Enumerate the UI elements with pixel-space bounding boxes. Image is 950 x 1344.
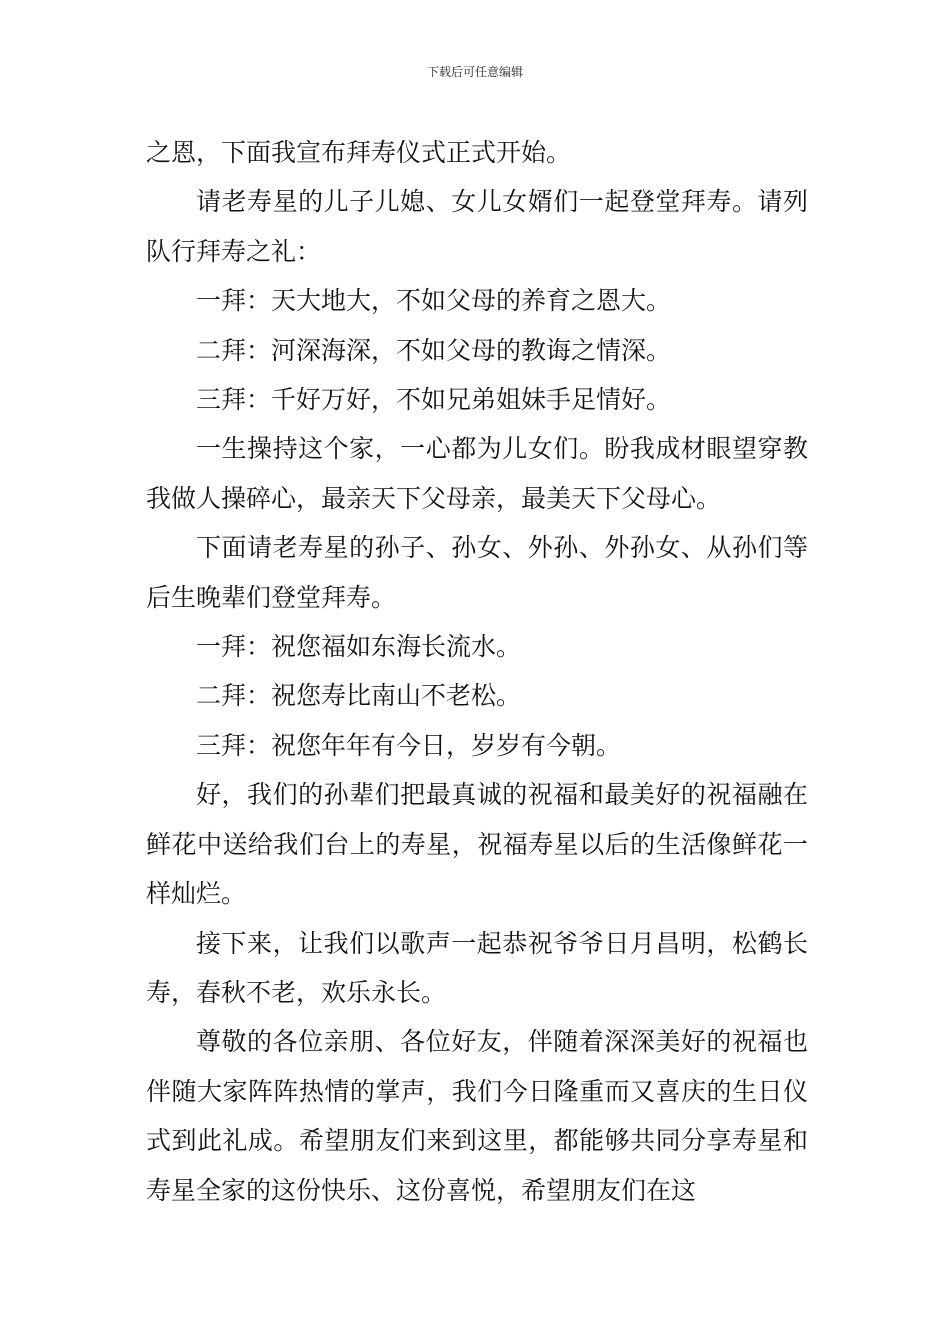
paragraph: 二拜：河深海深，不如父母的教诲之情深。 xyxy=(196,335,672,365)
paragraph: 接下来，让我们以歌声一起恭祝爷爷日月昌明，松鹤长寿，春秋不老，欢乐永长。 xyxy=(146,928,808,1007)
paragraph: 尊敬的各位亲朋、各位好友，伴随着深深美好的祝福也伴随大家阵阵热情的掌声，我们今日隆重而又喜庆的生日仪式到此礼成。希望朋友们来到这里，都能够共同分享寿星和寿星全家的这份快乐、这份喜悦，希望朋友们在这 xyxy=(146,1027,808,1205)
paragraph: 请老寿星的儿子儿媳、女儿女婿们一起登堂拜寿。请列队行拜寿之礼： xyxy=(146,187,808,266)
paragraph: 一拜：天大地大，不如父母的养育之恩大。 xyxy=(196,286,672,316)
paragraph: 三拜：祝您年年有今日，岁岁有今朝。 xyxy=(196,730,622,760)
paragraph: 下面请老寿星的孙子、孙女、外孙、外孙女、从孙们等后生晚辈们登堂拜寿。 xyxy=(146,533,808,612)
page-header: 下载后可任意编辑 xyxy=(426,65,523,79)
paragraph: 二拜：祝您寿比南山不老松。 xyxy=(196,681,522,711)
paragraph: 一拜：祝您福如东海长流水。 xyxy=(196,632,522,662)
paragraph: 好，我们的孙辈们把最真诚的祝福和最美好的祝福融在鲜花中送给我们台上的寿星，祝福寿星以后的生活像鲜花一样灿烂。 xyxy=(146,780,808,909)
paragraph: 之恩，下面我宣布拜寿仪式正式开始。 xyxy=(146,138,572,167)
paragraph: 三拜：千好万好，不如兄弟姐妹手足情好。 xyxy=(196,385,672,415)
paragraph: 一生操持这个家，一心都为儿女们。盼我成材眼望穿教我做人操碎心，最亲天下父母亲，最美天下父母心。 xyxy=(146,434,808,513)
document-body xyxy=(146,128,808,1215)
